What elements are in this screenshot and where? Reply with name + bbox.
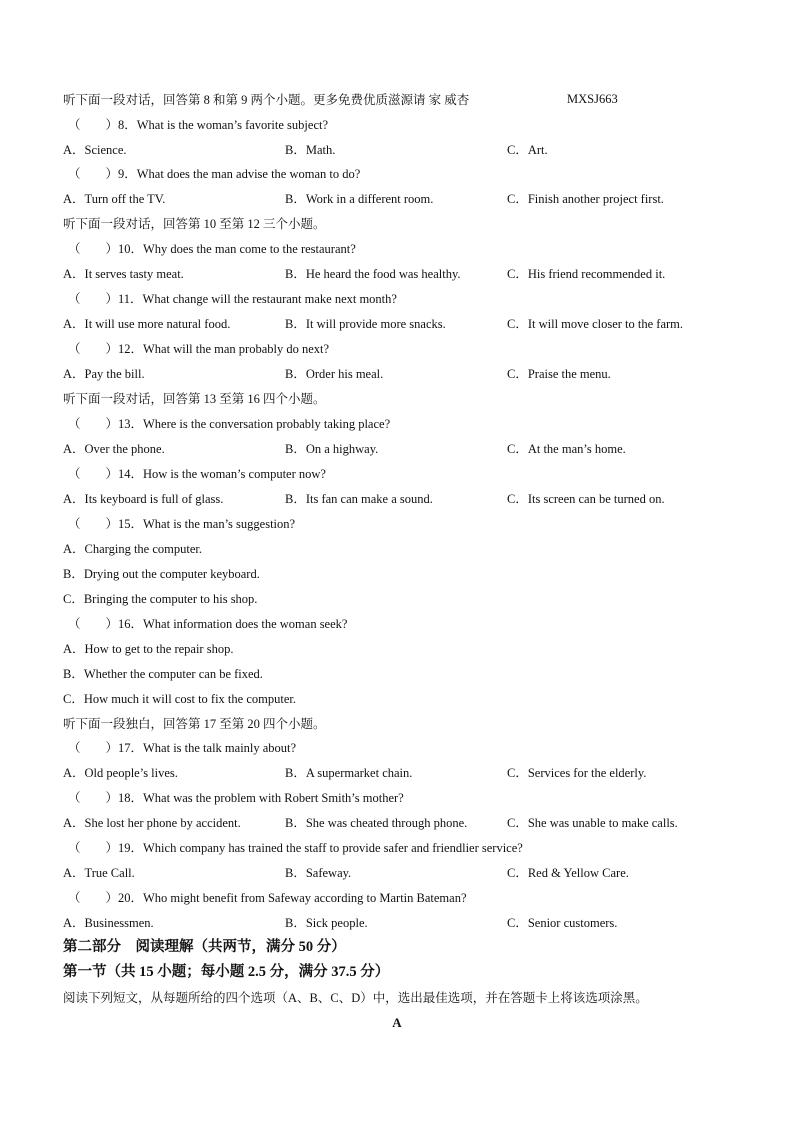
part-two-title: 第二部分 阅读理解（共两节，满分 50 分） — [63, 939, 346, 955]
q19-option-b: B．Safeway. — [285, 866, 352, 880]
q11-option-a: A．It will use more natural food. — [63, 317, 231, 331]
section-intro-q10-12: 听下面一段对话，回答第 10 至第 12 三个小题。 — [63, 217, 326, 231]
q13-option-a: A．Over the phone. — [63, 442, 165, 456]
q9-option-a: A．Turn off the TV. — [63, 192, 166, 206]
q9-option-c: C．Finish another project first. — [507, 192, 664, 206]
question-15: （ ）15．What is the man’s suggestion? — [68, 517, 296, 531]
q17-option-c: C．Services for the elderly. — [507, 766, 647, 780]
q16-option-a: A．How to get to the repair shop. — [63, 642, 234, 656]
question-10: （ ）10．Why does the man come to the restaurant? — [68, 242, 356, 256]
question-19: （ ）19．Which company has trained the staff to provide safer and friendlier service? — [68, 841, 523, 855]
question-8: （ ）8．What is the woman’s favorite subject? — [68, 118, 329, 132]
question-14: （ ）14．How is the woman’s computer now? — [68, 467, 326, 481]
q8-option-a: A．Science. — [63, 143, 127, 157]
q20-option-a: A．Businessmen. — [63, 916, 154, 930]
q12-option-b: B．Order his meal. — [285, 367, 384, 381]
q19-option-a: A．True Call. — [63, 866, 135, 880]
section-one-title: 第一节（共 15 小题；每小题 2.5 分，满分 37.5 分） — [63, 964, 390, 980]
q15-option-c: C．Bringing the computer to his shop. — [63, 592, 258, 606]
q17-option-a: A．Old people’s lives. — [63, 766, 178, 780]
question-11: （ ）11．What change will the restaurant make next month? — [68, 292, 397, 306]
q15-option-a: A．Charging the computer. — [63, 542, 202, 556]
q11-option-c: C．It will move closer to the farm. — [507, 317, 684, 331]
section-intro-q8-9: 听下面一段对话，回答第 8 和第 9 两个小题。更多免费优质滋源请 家 威杏 — [63, 93, 470, 107]
q14-option-b: B．Its fan can make a sound. — [285, 492, 433, 506]
doc-code: MXSJ663 — [567, 92, 618, 106]
q10-option-c: C．His friend recommended it. — [507, 267, 666, 281]
q18-option-b: B．She was cheated through phone. — [285, 816, 468, 830]
question-9: （ ）9．What does the man advise the woman to do? — [68, 167, 361, 181]
passage-label: A — [392, 1015, 402, 1030]
q12-option-a: A．Pay the bill. — [63, 367, 145, 381]
q11-option-b: B．It will provide more snacks. — [285, 317, 446, 331]
q17-option-b: B．A supermarket chain. — [285, 766, 413, 780]
q8-option-c: C．Art. — [507, 143, 548, 157]
section-intro-q13-16: 听下面一段对话，回答第 13 至第 16 四个小题。 — [63, 392, 326, 406]
q13-option-c: C．At the man’s home. — [507, 442, 626, 456]
section-intro-q17-20: 听下面一段独白，回答第 17 至第 20 四个小题。 — [63, 717, 326, 731]
question-18: （ ）18．What was the problem with Robert Smith’s mother? — [68, 791, 404, 805]
q9-option-b: B．Work in a different room. — [285, 192, 434, 206]
q12-option-c: C．Praise the menu. — [507, 367, 611, 381]
q13-option-b: B．On a highway. — [285, 442, 379, 456]
q14-option-a: A．Its keyboard is full of glass. — [63, 492, 224, 506]
q10-option-a: A．It serves tasty meat. — [63, 267, 184, 281]
q16-option-c: C．How much it will cost to fix the computer. — [63, 692, 296, 706]
q8-option-b: B．Math. — [285, 143, 336, 157]
question-20: （ ）20．Who might benefit from Safeway according to Martin Bateman? — [68, 891, 467, 905]
reading-instruction: 阅读下列短文，从每题所给的四个选项（A、B、C、D）中，选出最佳选项，并在答题卡上将该选项涂黑。 — [63, 991, 648, 1005]
q14-option-c: C．Its screen can be turned on. — [507, 492, 665, 506]
q10-option-b: B．He heard the food was healthy. — [285, 267, 461, 281]
q16-option-b: B．Whether the computer can be fixed. — [63, 667, 263, 681]
q19-option-c: C．Red & Yellow Care. — [507, 866, 629, 880]
q20-option-b: B．Sick people. — [285, 916, 368, 930]
question-13: （ ）13．Where is the conversation probably taking place? — [68, 417, 391, 431]
q18-option-c: C．She was unable to make calls. — [507, 816, 678, 830]
question-12: （ ）12．What will the man probably do next? — [68, 342, 330, 356]
question-16: （ ）16．What information does the woman seek? — [68, 617, 348, 631]
question-17: （ ）17．What is the talk mainly about? — [68, 741, 297, 755]
q18-option-a: A．She lost her phone by accident. — [63, 816, 241, 830]
q15-option-b: B．Drying out the computer keyboard. — [63, 567, 260, 581]
q20-option-c: C．Senior customers. — [507, 916, 618, 930]
